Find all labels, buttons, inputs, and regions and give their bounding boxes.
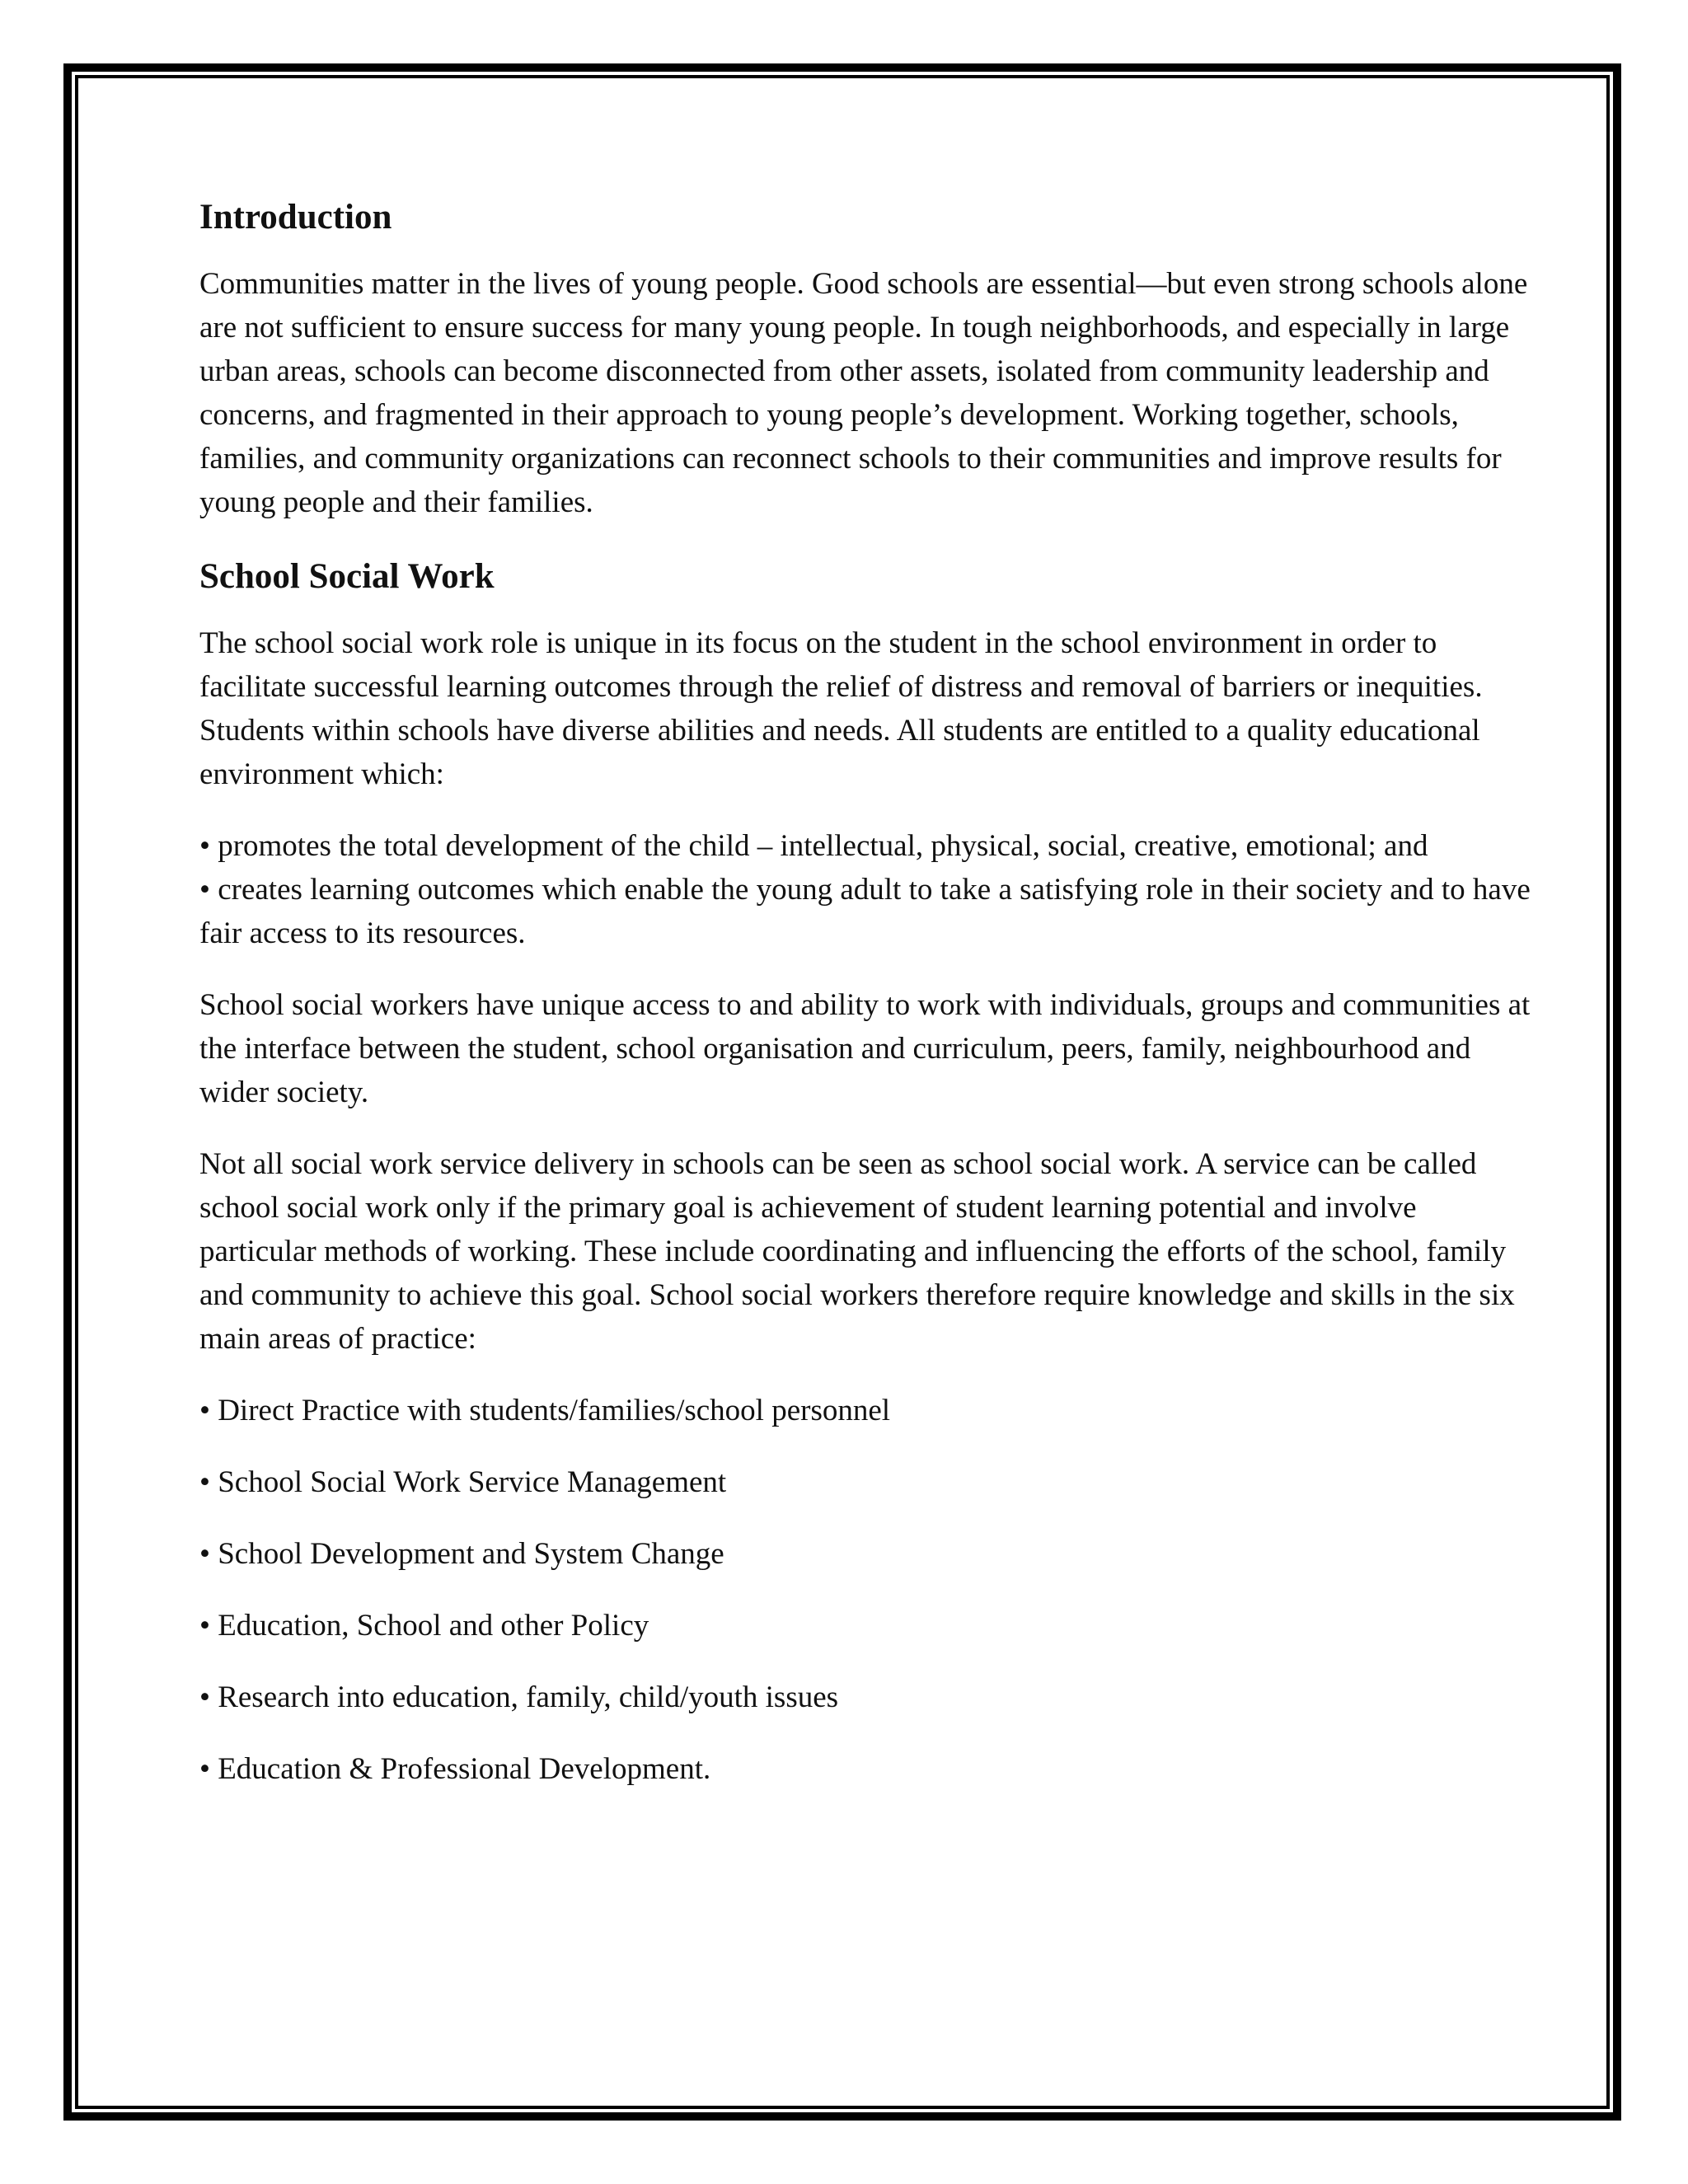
school-social-work-paragraph-2: School social workers have unique access to and ability to work with individuals, groups and communities at the interface between the student, school organisation and curriculum, peers, family, neighbourhood and wider society. [199, 988, 1531, 1109]
school-social-work-heading: School Social Work [199, 557, 495, 596]
practice-area-item: • School Development and System Change [199, 1537, 724, 1571]
school-social-work-paragraph-1: The school social work role is unique in its focus on the student in the school environment in order to facilitate successful learning outcomes through the relief of distress and removal of barriers or inequities. Students within schools have diverse abilities and needs. All students are entitled to a quality educational environment which: [199, 626, 1483, 791]
school-social-work-paragraph-3: Not all social work service delivery in schools can be seen as school social work. A service can be called school social work only if the primary goal is achievement of student learning potential and involve particular methods of working. These include coordinating and influencing the efforts of the school, family and community to achieve this goal. School social workers therefore require knowledge and skills in the six main areas of practice: [199, 1147, 1515, 1356]
practice-area-item: • Education, School and other Policy [199, 1609, 649, 1643]
practice-area-item: • Education & Professional Development. [199, 1752, 711, 1786]
entitlement-item: • promotes the total development of the child – intellectual, physical, social, creative, emotional; and [199, 829, 1428, 863]
introduction-paragraph: Communities matter in the lives of young people. Good schools are essential—but even strong schools alone are not sufficient to ensure success for many young people. In tough neighborhoods, and especially in large urban areas, schools can become disconnected from other assets, isolated from community leadership and concerns, and fragmented in their approach to young people’s development. Working together, schools, families, and community organizations can reconnect schools to their communities and improve results for young people and their families. [199, 267, 1528, 519]
entitlements-list [199, 824, 1535, 955]
introduction-heading: Introduction [199, 198, 392, 237]
practice-area-item: • Research into education, family, child/youth issues [199, 1680, 839, 1714]
practice-area-item: • Direct Practice with students/families/school personnel [199, 1394, 891, 1427]
practice-areas-list [199, 1389, 1535, 1791]
document-body [199, 196, 1535, 1819]
entitlement-item: • creates learning outcomes which enable the young adult to take a satisfying role in their society and to have fair access to its resources. [199, 873, 1531, 950]
practice-area-item: • School Social Work Service Management [199, 1465, 727, 1499]
